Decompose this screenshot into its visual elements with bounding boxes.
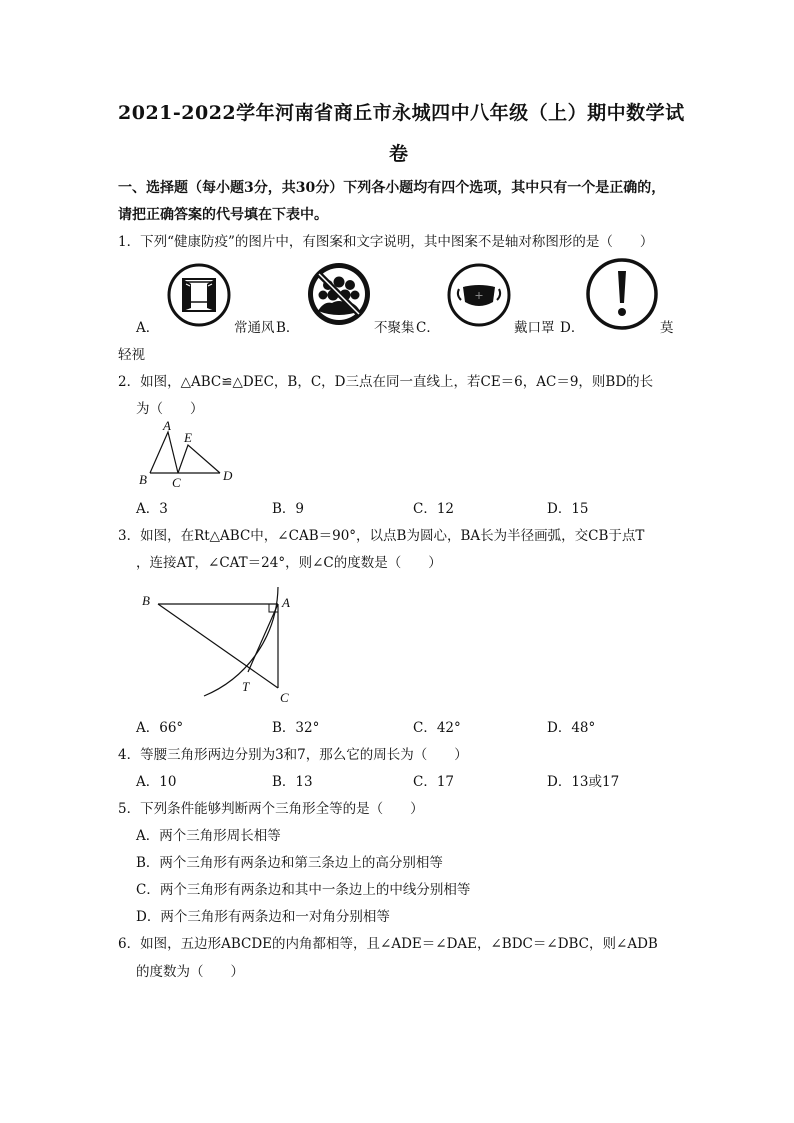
- q5-option-d: D．两个三角形有两条边和一对角分别相等: [136, 909, 390, 925]
- no-gathering-icon: [306, 261, 372, 327]
- section-header-line1: 一、选择题（每小题3分，共30分）下列各小题均有四个选项，其中只有一个是正确的，: [118, 180, 666, 196]
- q2-label-d: D: [223, 468, 233, 483]
- q4-option-c: C．17: [413, 774, 455, 790]
- q3-label-a: A: [282, 595, 290, 610]
- q2-label-c: C: [172, 475, 181, 490]
- q2-option-a: A．3: [136, 501, 168, 517]
- q2-label-e: E: [184, 430, 192, 445]
- face-mask-icon: [446, 262, 512, 328]
- q5-option-b: B．两个三角形有两条边和第三条边上的高分别相等: [136, 855, 443, 871]
- page-title-line1: 2021-2022学年河南省商丘市永城四中八年级（上）期中数学试: [118, 102, 685, 124]
- q1-option-d-caption-1: 莫: [660, 320, 674, 336]
- q3-stem-line2: ，连接AT，∠CAT＝24°，则∠C的度数是（ ）: [136, 555, 442, 571]
- q5-option-c: C．两个三角形有两条边和其中一条边上的中线分别相等: [136, 882, 471, 898]
- q2-label-b: B: [139, 472, 147, 487]
- q4-stem: 4．等腰三角形两边分别为3和7，那么它的周长为（ ）: [118, 747, 468, 763]
- q3-label-b: B: [142, 593, 150, 608]
- q1-option-a-label: A．: [136, 320, 160, 336]
- q1-option-d-caption-2: 轻视: [118, 347, 145, 363]
- q1-option-b-caption: 不聚集: [374, 320, 415, 336]
- q2-label-a: A: [163, 418, 171, 433]
- q1-option-c-label: C．: [416, 320, 440, 336]
- q2-stem-line1: 2．如图，△ABC≌△DEC，B，C，D三点在同一直线上，若CE＝6，AC＝9，则BD的长: [118, 374, 654, 390]
- q4-option-b: B．13: [272, 774, 313, 790]
- section-header-line2: 请把正确答案的代号填在下表中。: [118, 207, 328, 223]
- q2-triangles-figure: [130, 418, 240, 490]
- q1-stem: 1．下列“健康防疫”的图片中，有图案和文字说明，其中图案不是轴对称图形的是（ ）: [118, 234, 654, 250]
- page-title-line2: 卷: [389, 143, 409, 165]
- q2-option-c: C．12: [413, 501, 455, 517]
- q6-stem-line1: 6．如图，五边形ABCDE的内角都相等，且∠ADE＝∠DAE，∠BDC＝∠DBC，则∠ADB: [118, 936, 658, 952]
- q3-option-b: B．32°: [272, 720, 320, 736]
- q5-stem: 5．下列条件能够判断两个三角形全等的是（ ）: [118, 801, 424, 817]
- q1-option-a-caption: 常通风: [234, 320, 275, 336]
- q3-label-c: C: [280, 690, 289, 705]
- q1-option-d-label: D．: [560, 320, 585, 336]
- q1-option-b-label: B．: [276, 320, 300, 336]
- q4-option-d: D．13或17: [547, 774, 620, 790]
- q2-option-d: D．15: [547, 501, 589, 517]
- q1-option-c-caption: 戴口罩: [514, 320, 555, 336]
- q2-option-b: B．9: [272, 501, 305, 517]
- q6-stem-line2: 的度数为（ ）: [136, 964, 244, 980]
- q3-stem-line1: 3．如图，在Rt△ABC中，∠CAB＝90°，以点B为圆心，BA长为半径画弧，交CB于点T: [118, 528, 645, 544]
- q4-option-a: A．10: [136, 774, 177, 790]
- q3-label-t: T: [242, 679, 250, 694]
- q3-option-a: A．66°: [136, 720, 184, 736]
- q3-option-c: C．42°: [413, 720, 461, 736]
- q3-option-d: D．48°: [547, 720, 596, 736]
- q2-stem-line2: 为（ ）: [136, 401, 204, 417]
- q3-right-triangle-figure: [138, 585, 308, 710]
- exclamation-warning-icon: [585, 257, 659, 331]
- q5-option-a: A．两个三角形周长相等: [136, 828, 281, 844]
- window-ventilation-icon: [166, 262, 232, 328]
